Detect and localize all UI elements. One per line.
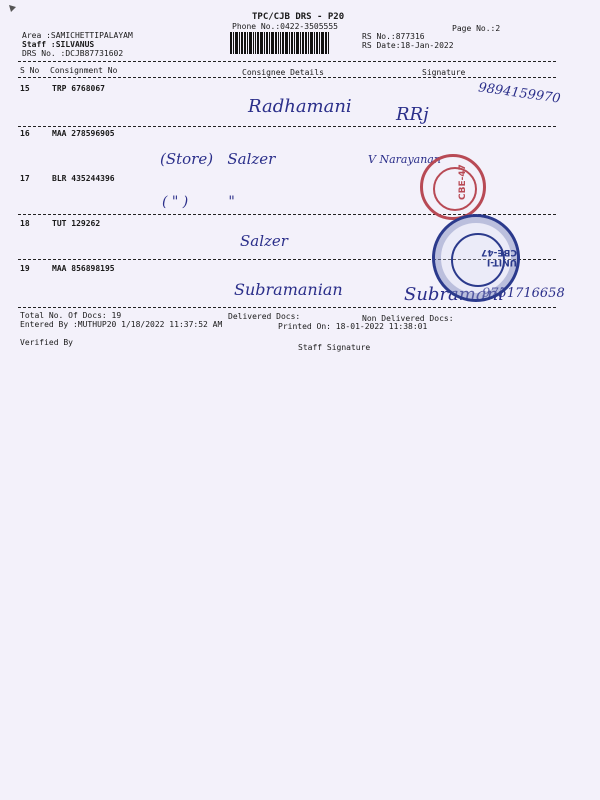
divider [18, 307, 556, 308]
handwritten-name: Radhamani [248, 96, 352, 117]
page-number: Page No.:2 [452, 24, 501, 33]
handwritten-phone: 9751716658 [482, 286, 565, 301]
company-stamp-blue: UNIT-I CBE-47 [432, 214, 520, 302]
column-signature: Signature [422, 68, 466, 77]
row-consignment: TRP 6768067 [52, 84, 105, 93]
row-consignment: MAA 278596905 [52, 129, 115, 138]
non-delivered-docs: Non Delivered Docs: [362, 314, 454, 323]
row-sno: 16 [20, 129, 30, 138]
drs-number: DRS No. :DCJB87731602 [22, 49, 124, 58]
row-consignment: BLR 435244396 [52, 174, 115, 183]
column-consignee: Consignee Details [242, 68, 324, 77]
handwritten-signature: V Narayanan [368, 153, 441, 166]
row-sno: 17 [20, 174, 30, 183]
divider [18, 61, 556, 62]
verified-by: Verified By [20, 338, 73, 347]
row-sno: 15 [20, 84, 30, 93]
row-consignment: TUT 129262 [52, 219, 101, 228]
staff-signature: Staff Signature [298, 343, 371, 352]
handwritten-signature: Subramani [404, 284, 504, 305]
handwritten-phone: 9894159970 [477, 80, 562, 107]
handwritten-name: (Store) Salzer [160, 150, 276, 168]
column-consignment: Consignment No [50, 66, 118, 75]
divider [18, 126, 556, 127]
phone-number: Phone No.:0422-3505555 [232, 22, 338, 31]
barcode [230, 32, 352, 54]
corner-mark-icon [8, 4, 18, 14]
rs-number: RS No.:877316 [362, 32, 425, 41]
handwritten-name: Subramanian [234, 280, 343, 299]
rs-date: RS Date:18-Jan-2022 [362, 41, 454, 50]
entered-by: Entered By :MUTHUP20 1/18/2022 11:37:52 AM [20, 320, 223, 329]
row-consignment: MAA 856898195 [52, 264, 115, 273]
row-sno: 18 [20, 219, 30, 228]
company-stamp-red: CBE-47 [420, 154, 486, 220]
document-title: TPC/CJB DRS - P20 [252, 12, 345, 22]
row-sno: 19 [20, 264, 30, 273]
staff-label: Staff :SILVANUS [22, 40, 95, 49]
column-sno: S No [20, 66, 40, 75]
area-label: Area :SAMICHETTIPALAYAM [22, 31, 133, 40]
printed-on: Printed On: 18-01-2022 11:38:01 [278, 322, 428, 331]
handwritten-name: Salzer [240, 232, 288, 250]
total-docs: Total No. Of Docs: 19 [20, 311, 122, 320]
handwritten-name: ( " ) " [162, 194, 235, 210]
delivered-docs: Delivered Docs: [228, 312, 301, 321]
divider [18, 77, 556, 78]
handwritten-signature: RRj [396, 104, 429, 125]
